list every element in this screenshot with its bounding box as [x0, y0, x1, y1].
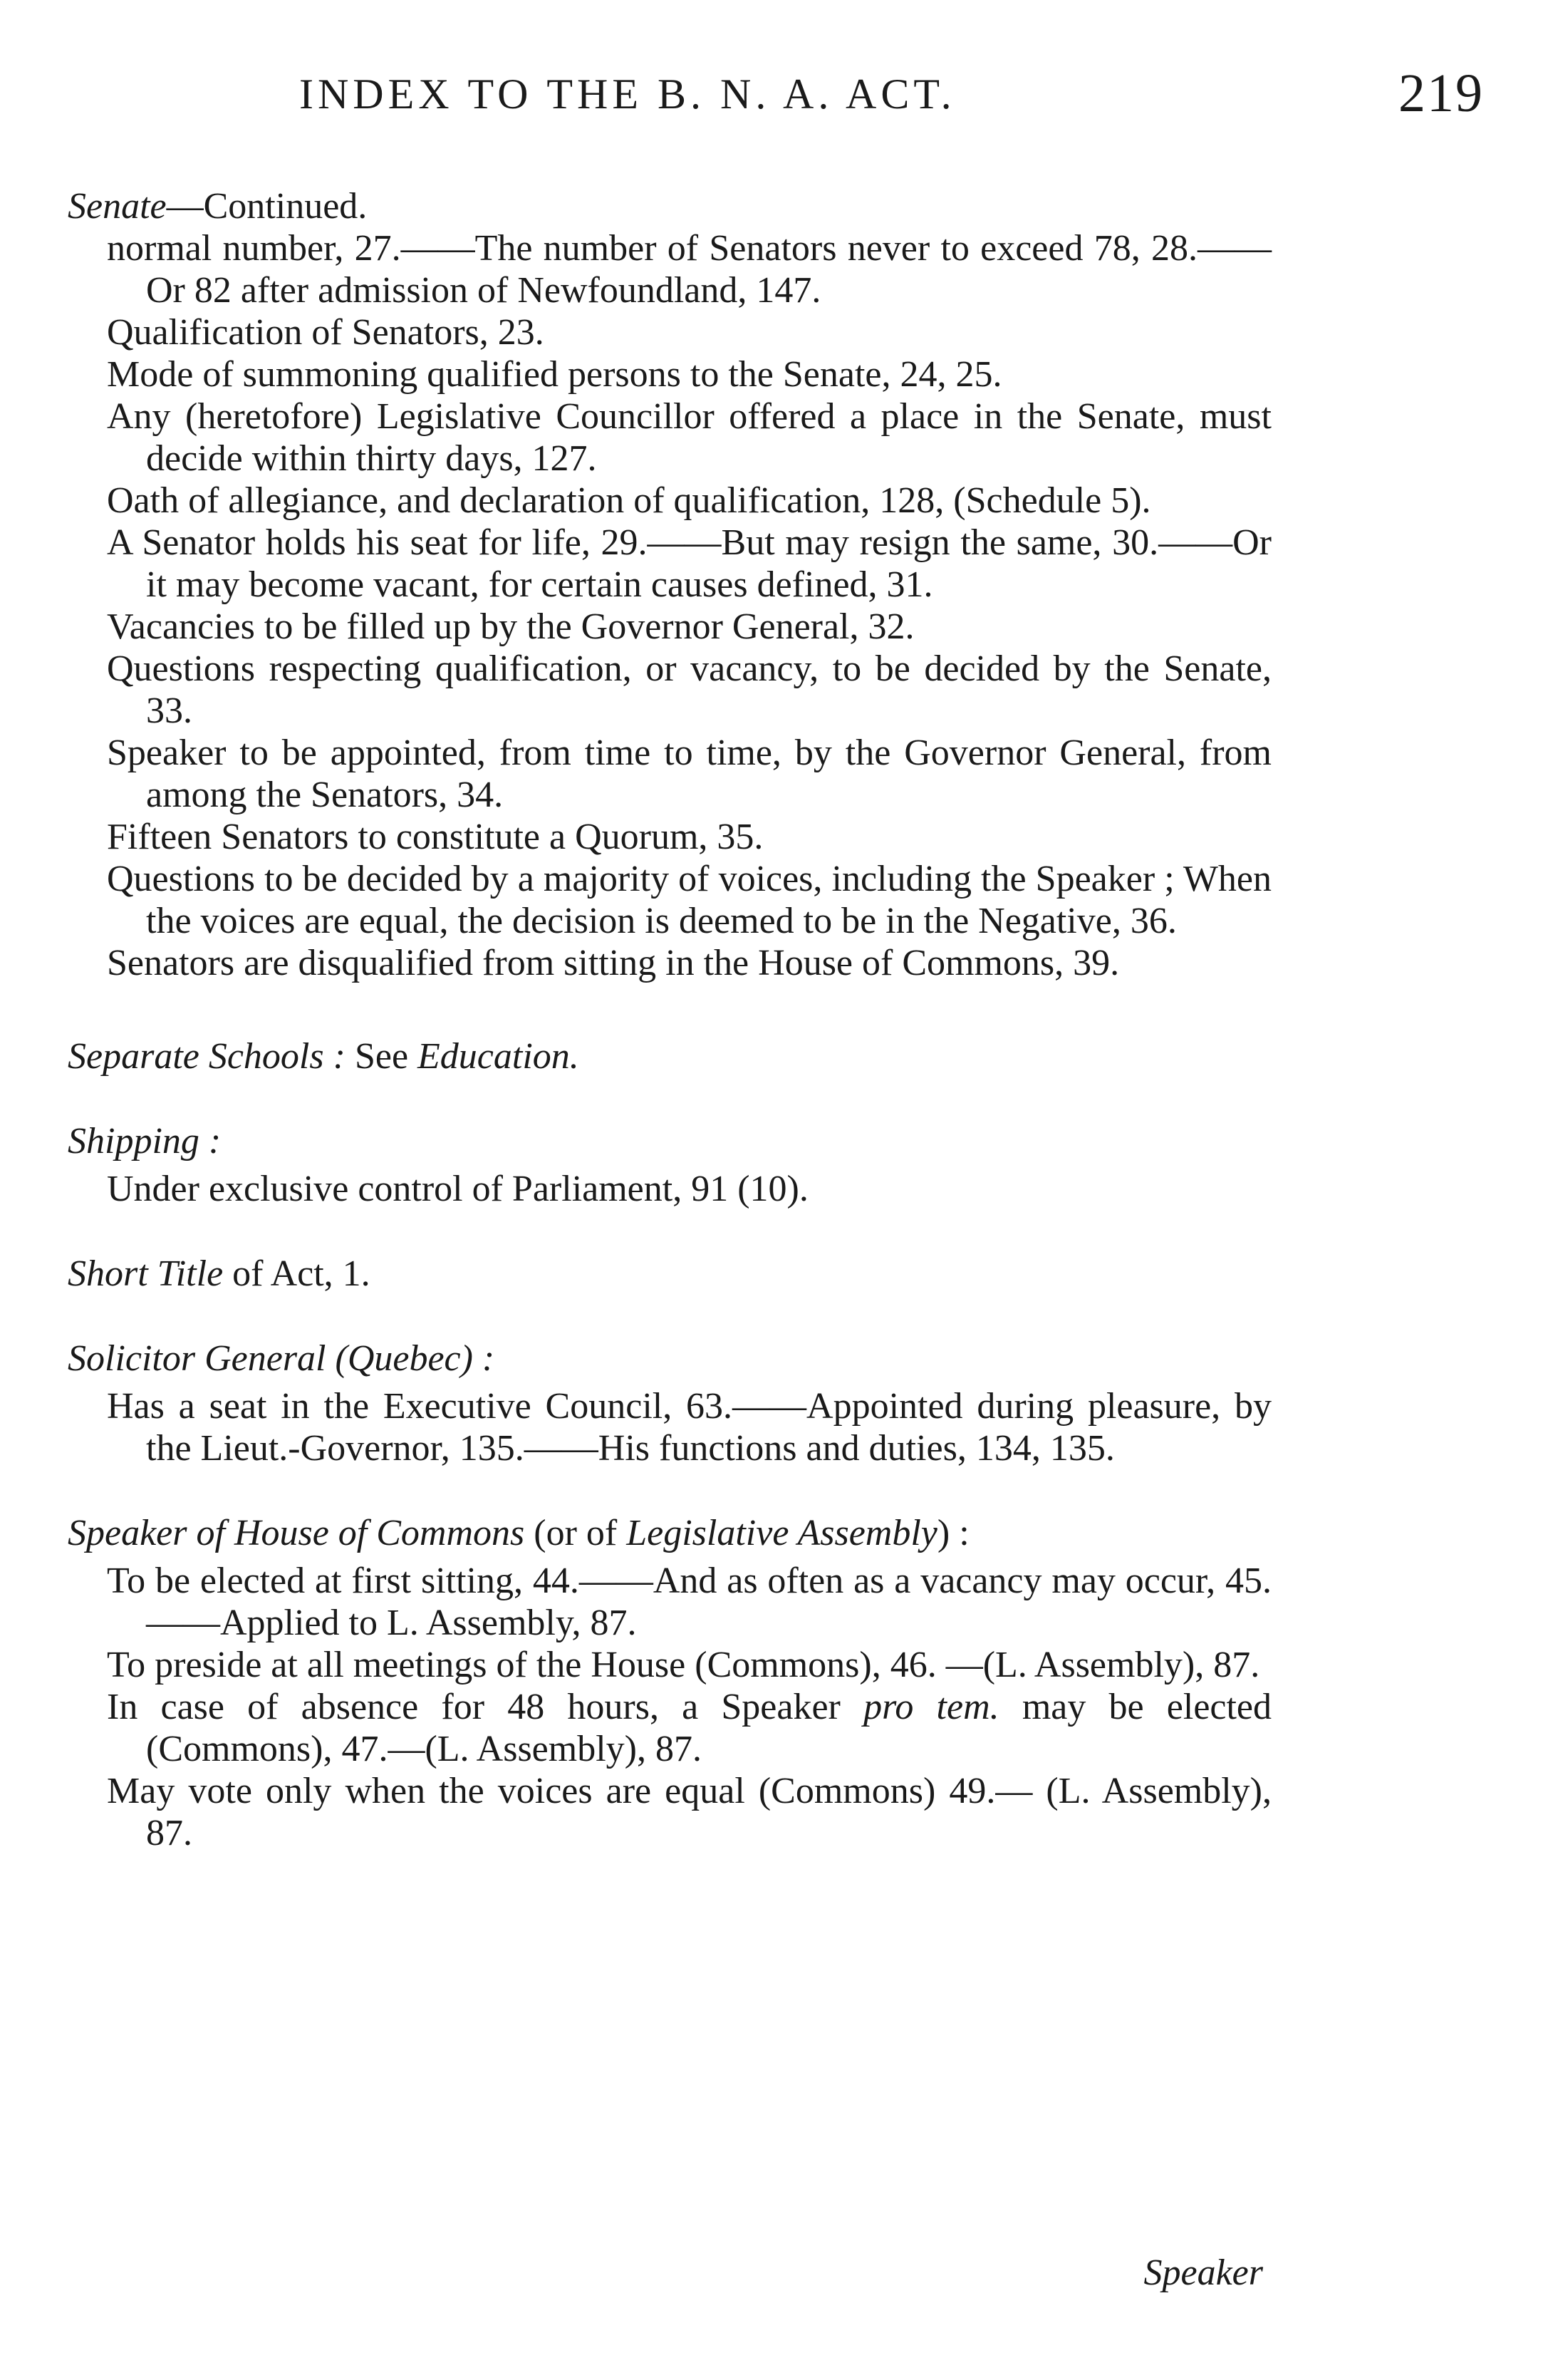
shipping-entries: [107, 1168, 1272, 1210]
section-gap: [68, 1162, 1272, 1168]
senate-heading: [68, 185, 1272, 227]
separate-schools-see: See: [354, 1036, 409, 1077]
senate-entry-majority-voices: Questions to be decided by a majority of voices, including the Speaker ; When the voices are equal, the decision is deemed to be in the Negative, 36.: [107, 859, 1272, 941]
senate-entry-quorum: Fifteen Senators to constitute a Quorum, 35.: [107, 817, 764, 857]
senate-entries: [107, 227, 1272, 984]
senate-term: Senate: [68, 186, 167, 227]
solicitor-general-entries: [107, 1385, 1272, 1469]
speaker-entry-absence: [107, 1686, 1272, 1770]
index-content: [68, 185, 1272, 1854]
shipping-term: Shipping :: [68, 1121, 222, 1161]
senate-heading-rest: —Continued.: [166, 186, 368, 227]
senate-entry-normal-number: normal number, 27.——The number of Senators never to exceed 78, 28.——Or 82 after admission of Newfoundland, 147.: [107, 228, 1272, 311]
separate-schools-ref: Education.: [417, 1036, 579, 1077]
senate-entry-speaker-appointed: Speaker to be appointed, from time to time, by the Governor General, from among the Senators, 34.: [107, 733, 1272, 815]
senate-entry-vacancies: Vacancies to be filled up by the Governor General, 32.: [107, 606, 915, 647]
section-gap: [68, 1380, 1272, 1385]
speaker-term-assembly: Legislative Assembly: [626, 1513, 937, 1553]
running-head: INDEX TO THE B. N. A. ACT.: [299, 71, 956, 118]
solicitor-general-entry: Has a seat in the Executive Council, 63.——Appointed during pleasure, by the Lieut.-Governor, 135.——His functions and duties, 134, 135.: [107, 1386, 1272, 1469]
section-gap: [68, 1469, 1272, 1512]
separate-schools-heading: [68, 1035, 1272, 1077]
speaker-entries: [107, 1560, 1272, 1854]
speaker-term-close: ) :: [937, 1513, 970, 1553]
senate-entry-mode-of-summoning: Mode of summoning qualified persons to the Senate, 24, 25.: [107, 354, 1002, 395]
short-title-rest: of Act, 1.: [232, 1253, 370, 1294]
shipping-heading: [68, 1120, 1272, 1162]
senate-entry-questions-qualification: Questions respecting qualification, or vacancy, to be decided by the Senate, 33.: [107, 648, 1272, 731]
solicitor-general-term: Solicitor General (Quebec) :: [68, 1338, 495, 1379]
senate-entry-disqualified: Senators are disqualified from sitting in the House of Commons, 39.: [107, 943, 1120, 983]
solicitor-general-heading: [68, 1338, 1272, 1380]
short-title-heading: [68, 1253, 1272, 1295]
section-gap: [68, 1077, 1272, 1120]
senate-entry-seat-for-life: A Senator holds his seat for life, 29.——But may resign the same, 30.——Or it may become vacant, for certain causes defined, 31.: [107, 522, 1272, 605]
speaker-term: Speaker of House of Commons: [68, 1513, 525, 1553]
speaker-term-or: (or of: [534, 1513, 618, 1553]
senate-entry-legislative-councillor: Any (heretofore) Legislative Councillor offered a place in the Senate, must decide within thirty days, 127.: [107, 396, 1272, 479]
short-title-term: Short Title: [68, 1253, 224, 1294]
speaker-heading: [68, 1512, 1272, 1554]
section-gap: [68, 1295, 1272, 1338]
speaker-entry-preside: To preside at all meetings of the House (Commons), 46. —(L. Assembly), 87.: [107, 1645, 1260, 1685]
speaker-entry-absence-post: may be elected (Commons), 47.—(L. Assembly), 87.: [146, 1687, 1272, 1769]
senate-entry-qualification: Qualification of Senators, 23.: [107, 312, 544, 353]
catchword: Speaker: [1143, 2252, 1263, 2293]
page-number: 219: [1398, 63, 1484, 123]
speaker-entry-absence-italic: pro tem.: [863, 1687, 999, 1727]
section-gap: [68, 984, 1272, 1035]
speaker-entry-vote: May vote only when the voices are equal (Commons) 49.— (L. Assembly), 87.: [107, 1771, 1272, 1853]
section-gap: [68, 1554, 1272, 1560]
section-gap: [68, 1210, 1272, 1253]
speaker-entry-absence-pre: In case of absence for 48 hours, a Speaker: [107, 1687, 841, 1727]
speaker-entry-elected: To be elected at first sitting, 44.——And as often as a vacancy may occur, 45.——Applied to L. Assembly, 87.: [107, 1561, 1272, 1643]
shipping-entry: Under exclusive control of Parliament, 91 (10).: [107, 1169, 809, 1209]
separate-schools-term: Separate Schools :: [68, 1036, 346, 1077]
senate-entry-oath: Oath of allegiance, and declaration of qualification, 128, (Schedule 5).: [107, 480, 1151, 521]
